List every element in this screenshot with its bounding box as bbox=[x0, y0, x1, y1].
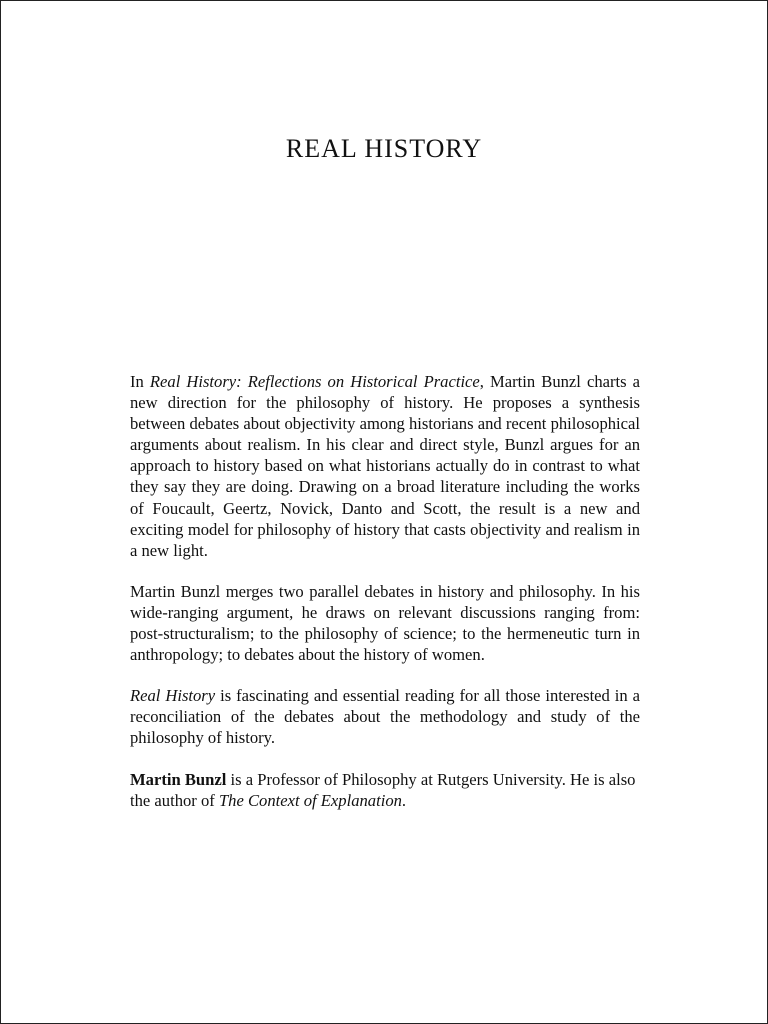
book-title-italic: Real History: Reflections on Historical Practice bbox=[149, 372, 480, 391]
description-block bbox=[130, 371, 640, 831]
book-title-italic: Real History bbox=[130, 686, 216, 706]
paragraph-1-text: , Martin Bunzl charts a new direction for the philosophy of history. He proposes a synthesis between debates about objectivity among historians and recent philosophical arguments about realism. In his clear and direct style, Bunzl argues for an approach to history based on what historians actually do in contrast to what they say they are doing. Drawing on a broad literature including the works of Foucault, Geertz, Novick, Danto and Scott, the result is a new and exciting model for philosophy of history that casts objectivity and realism in a new light. bbox=[130, 372, 641, 560]
author-name: Martin Bunzl bbox=[130, 769, 227, 789]
description-paragraph-3 bbox=[130, 685, 640, 748]
author-bio-end: . bbox=[401, 790, 407, 810]
paragraph-2-text: Martin Bunzl merges two parallel debates in history and philosophy. In his wide-ranging argument, he draws on relevant discussions ranging from: post-structuralism; to the philosophy of science; to the hermeneutic turn in anthropology; to debates about the history of women. bbox=[130, 581, 640, 665]
description-paragraph-2 bbox=[130, 581, 640, 665]
page-title: REAL HISTORY bbox=[285, 134, 483, 163]
author-bio bbox=[130, 769, 640, 811]
other-book-title: The Context of Explanation bbox=[218, 790, 402, 810]
author-bio-text: is a Professor of Philosophy at Rutgers University. He is also the author of bbox=[130, 769, 636, 810]
description-paragraph-1 bbox=[130, 371, 640, 561]
paragraph-3-text: is fascinating and essential reading for all those interested in a reconciliation of the debates about the methodology and study of the philosophy of history. bbox=[130, 686, 640, 748]
paragraph-1-lead: In bbox=[130, 372, 150, 391]
